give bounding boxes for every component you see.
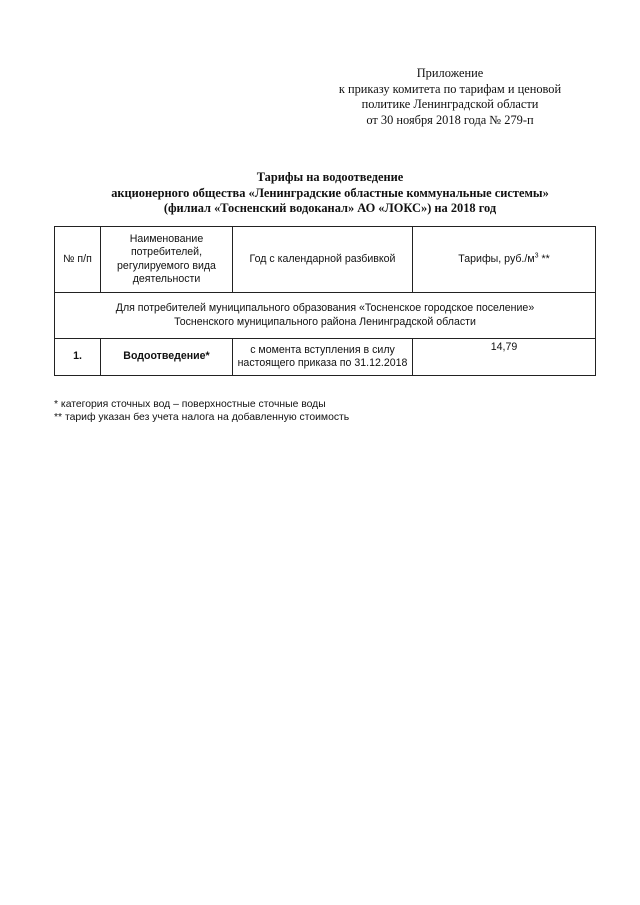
header-consumer-name: Наименование потребителей, регулируемого вида деятельности xyxy=(101,227,233,293)
footnote: ** тариф указан без учета налога на добавленную стоимость xyxy=(54,412,350,423)
header-number: № п/п xyxy=(55,227,101,293)
header-tariff-prefix: Тарифы, руб./м xyxy=(458,252,535,265)
table-header-row xyxy=(55,227,596,293)
appendix-line: политике Ленинградской области xyxy=(361,97,539,112)
row-name: Водоотведение* xyxy=(101,339,233,376)
table-row xyxy=(55,339,596,376)
row-number: 1. xyxy=(55,339,101,376)
title-line: Тарифы на водоотведение xyxy=(256,170,404,184)
row-tariff: 14,79 xyxy=(413,339,596,376)
title-line: акционерного общества «Ленинградские областные коммунальные системы» xyxy=(111,185,549,200)
group-cell xyxy=(55,293,596,339)
tariff-table xyxy=(54,226,596,376)
document-title xyxy=(40,170,620,217)
header-year: Год с календарной разбивкой xyxy=(233,227,413,293)
table-group-row xyxy=(55,293,596,339)
appendix-line: от 30 ноября 2018 года № 279-п xyxy=(366,112,534,127)
row-period: с момента вступления в силу настоящего приказа по 31.12.2018 xyxy=(233,339,413,376)
appendix-line: Приложение xyxy=(416,66,484,80)
header-tariff-sup: 3 xyxy=(534,252,539,260)
appendix-line: к приказу комитета по тарифам и ценовой xyxy=(338,81,562,96)
header-tariff xyxy=(413,227,596,293)
group-line: Для потребителей муниципального образования «Тосненское городское поселение» xyxy=(115,302,535,315)
footnotes xyxy=(54,398,594,424)
group-line: Тосненского муниципального района Ленинградской области xyxy=(174,315,476,328)
appendix-block xyxy=(300,66,600,128)
header-tariff-suffix: ** xyxy=(538,252,550,265)
footnote: * категория сточных вод – поверхностные сточные воды xyxy=(54,399,326,410)
title-line: (филиал «Тосненский водоканал» АО «ЛОКС») на 2018 год xyxy=(163,201,497,216)
